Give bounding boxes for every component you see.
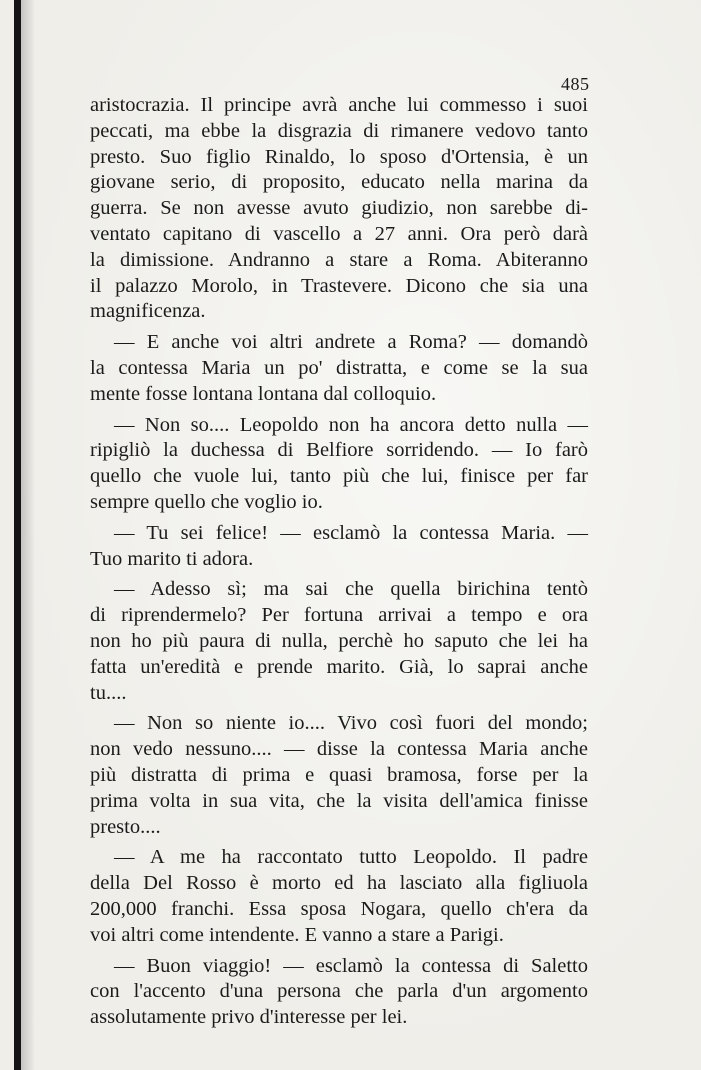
text-line: — Non so.... Leopoldo non ha ancora detto nulla — (114, 413, 588, 436)
text-line: — Tu sei felice! — esclamò la contessa Maria. — (114, 521, 588, 544)
text-line: assolutamente privo d'interesse per lei. (90, 1006, 408, 1029)
text-line: voi altri come intendente. E vanno a stare a Parigi. (90, 923, 504, 946)
page-binding-shadow (21, 0, 35, 1070)
text-line: la contessa Maria un po' distratta, e come se la sua (90, 356, 588, 379)
text-line: ventato capitano di vascello a 27 anni. Ora però darà (90, 222, 588, 245)
page-text-block (90, 93, 588, 1031)
text-line: — Buon viaggio! — esclamò la contessa di Saletto (114, 954, 588, 977)
text-line: — Non so niente io.... Vivo così fuori del mondo; (114, 712, 588, 735)
text-line: più distratta di prima e quasi bramosa, forse per la (90, 763, 588, 786)
text-line: presto.... (90, 815, 161, 838)
text-line: ripigliò la duchessa di Belfiore sorridendo. — Io farò (90, 439, 588, 462)
text-line: Tuo marito ti adora. (90, 547, 254, 570)
page-number: 485 (561, 74, 590, 94)
text-line: tu.... (90, 681, 127, 704)
text-line: 200,000 franchi. Essa sposa Nogara, quello ch'era da (90, 897, 588, 920)
text-line: di riprendermelo? Per fortuna arrivai a tempo e ora (90, 604, 588, 627)
text-line: presto. Suo figlio Rinaldo, lo sposo d'Ortensia, è un (90, 145, 588, 168)
text-line: non ho più paura di nulla, perchè ho saputo che lei ha (90, 629, 588, 652)
text-line: — Adesso sì; ma sai che quella birichina tentò (114, 578, 588, 601)
text-line: guerra. Se non avesse avuto giudizio, non sarebbe di- (90, 197, 588, 220)
text-line: peccati, ma ebbe la disgrazia di rimanere vedovo tanto (90, 119, 588, 142)
text-line: non vedo nessuno.... — disse la contessa Maria anche (90, 738, 588, 761)
text-line: mente fosse lontana lontana dal colloquio. (90, 382, 437, 405)
text-line: magnificenza. (90, 300, 206, 323)
text-line: con l'accento d'una persona che parla d'un argomento (90, 980, 588, 1003)
text-line: sempre quello che voglio io. (90, 490, 323, 513)
text-line: — A me ha raccontato tutto Leopoldo. Il padre (114, 846, 588, 869)
page-binding-edge (14, 0, 21, 1070)
text-line: giovane serio, di proposito, educato nella marina da (90, 171, 588, 194)
text-line: il palazzo Morolo, in Trastevere. Dicono che sia una (90, 274, 588, 297)
text-line: la dimissione. Andranno a stare a Roma. Abiteranno (90, 248, 588, 271)
text-line: — E anche voi altri andrete a Roma? — domandò (114, 331, 588, 354)
text-line: prima volta in sua vita, che la visita dell'amica finisse (90, 789, 588, 812)
text-line: fatta un'eredità e prende marito. Già, lo saprai anche (90, 655, 588, 678)
text-line: della Del Rosso è morto ed ha lasciato alla figliuola (90, 872, 588, 895)
text-line: quello che vuole lui, tanto più che lui, finisce per far (90, 465, 588, 488)
text-line: aristocrazia. Il principe avrà anche lui commesso i suoi (90, 94, 588, 116)
